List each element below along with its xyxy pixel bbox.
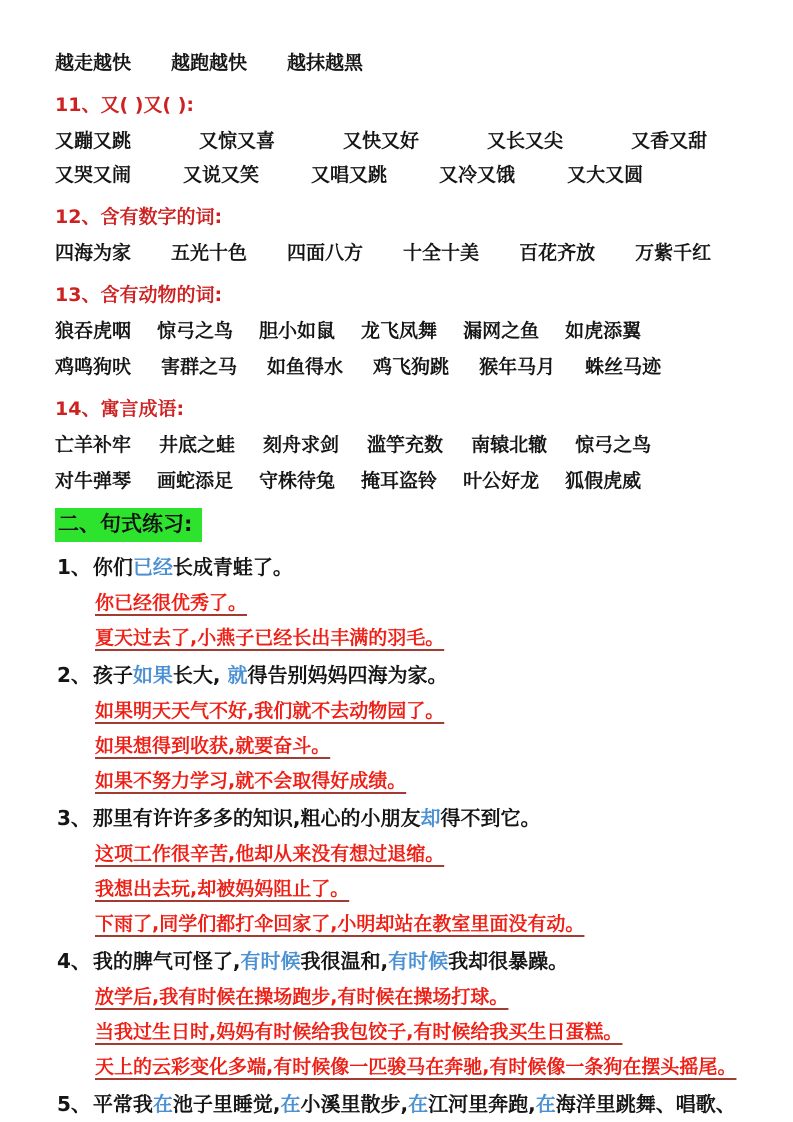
example-answer: 你已经很优秀了。	[95, 592, 248, 614]
word-phrase: 越走越快	[55, 52, 132, 74]
example-answer: 天上的云彩变化多端,有时候像一匹骏马在奔驰,有时候像一条狗在摆头摇尾。	[95, 1056, 737, 1078]
word-phrase: 惊弓之鸟	[157, 320, 234, 342]
word-phrase: 滥竽充数	[367, 434, 444, 456]
item-number: 2、	[57, 663, 91, 687]
question-segment: 长成青蛙了。	[172, 555, 293, 579]
question-line	[55, 1091, 757, 1117]
question-segment: 有时候	[388, 949, 449, 973]
word-phrase: 掩耳盗铃	[361, 470, 438, 492]
word-phrase: 又香又甜	[631, 130, 708, 152]
question-segment: 平常我	[92, 1092, 153, 1116]
word-phrase: 四面八方	[287, 242, 364, 264]
question-line	[55, 948, 757, 974]
question-line	[55, 554, 757, 580]
word-phrase: 又说又笑	[183, 164, 260, 186]
exercise-item-5	[55, 1091, 757, 1117]
question-segment: 我的脾气可怪了,	[92, 949, 241, 973]
question-segment: 在	[152, 1092, 173, 1116]
question-text	[93, 949, 568, 973]
word-phrase: 四海为家	[55, 242, 132, 264]
exercise-item-3	[55, 805, 757, 936]
word-phrase: 十全十美	[403, 242, 480, 264]
question-segment: 长大,	[172, 663, 228, 687]
item-number: 5、	[57, 1092, 91, 1116]
word-phrase: 猴年马月	[479, 356, 556, 378]
word-phrase: 害群之马	[161, 356, 238, 378]
example-answer: 如果不努力学习,就不会取得好成绩。	[95, 770, 407, 792]
word-phrase: 又唱又跳	[311, 164, 388, 186]
word-phrase: 又哭又闹	[55, 164, 132, 186]
word-row	[55, 240, 757, 266]
example-answer: 如果想得到收获,就要奋斗。	[95, 735, 331, 757]
word-row	[55, 318, 757, 344]
word-phrase: 鸡飞狗跳	[373, 356, 450, 378]
exercise-item-2	[55, 662, 757, 793]
word-phrase: 蛛丝马迹	[585, 356, 662, 378]
exercise-item-4	[55, 948, 757, 1079]
question-segment: 你们	[92, 555, 133, 579]
question-segment: 如果	[132, 663, 173, 687]
question-segment: 那里有许许多多的知识,粗心的小朋友	[92, 806, 421, 830]
word-phrase: 如虎添翼	[565, 320, 642, 342]
word-row	[55, 468, 757, 494]
example-answer: 当我过生日时,妈妈有时候给我包饺子,有时候给我买生日蛋糕。	[95, 1021, 623, 1043]
question-text	[93, 663, 448, 687]
question-segment: 我很温和,	[300, 949, 389, 973]
example-answer: 放学后,我有时候在操场跑步,有时候在操场打球。	[95, 986, 509, 1008]
exercise-item-1	[55, 554, 757, 650]
part2-heading-wrap	[55, 508, 757, 542]
word-row	[55, 432, 757, 458]
word-phrase: 井底之蛙	[159, 434, 236, 456]
section-heading-14: 14、寓言成语:	[55, 398, 185, 420]
item-number: 4、	[57, 949, 91, 973]
word-phrase: 狼吞虎咽	[55, 320, 132, 342]
word-row	[55, 354, 757, 380]
word-phrase: 画蛇添足	[157, 470, 234, 492]
example-answer: 夏天过去了,小燕子已经长出丰满的羽毛。	[95, 627, 445, 649]
word-phrase: 对牛弹琴	[55, 470, 132, 492]
question-text	[93, 1092, 736, 1116]
section-heading-11: 11、又( )又( ):	[55, 94, 195, 116]
intro-word-row	[55, 50, 757, 76]
question-segment: 得告别妈妈四海为家。	[247, 663, 448, 687]
section-heading-12: 12、含有数字的词:	[55, 206, 223, 228]
word-phrase: 五光十色	[171, 242, 248, 264]
word-phrase: 越抹越黑	[287, 52, 364, 74]
word-row	[55, 162, 757, 188]
question-segment: 小溪里散步,	[300, 1092, 409, 1116]
question-line	[55, 805, 757, 831]
question-segment: 孩子	[92, 663, 133, 687]
word-phrase: 又冷又饿	[439, 164, 516, 186]
answers-block	[55, 699, 757, 793]
question-segment: 却	[420, 806, 441, 830]
word-phrase: 又惊又喜	[199, 130, 276, 152]
answers-block	[55, 842, 757, 936]
word-phrase: 万紫千红	[635, 242, 712, 264]
question-segment: 已经	[132, 555, 173, 579]
question-segment: 池子里睡觉,	[172, 1092, 281, 1116]
word-phrase: 如鱼得水	[267, 356, 344, 378]
question-text	[93, 555, 293, 579]
word-phrase: 越跑越快	[171, 52, 248, 74]
question-segment: 在	[535, 1092, 556, 1116]
question-segment: 得不到它。	[440, 806, 541, 830]
word-phrase: 南辕北辙	[471, 434, 548, 456]
word-phrase: 狐假虎威	[565, 470, 642, 492]
word-phrase: 又大又圆	[567, 164, 644, 186]
word-phrase: 叶公好龙	[463, 470, 540, 492]
question-line	[55, 662, 757, 688]
example-answer: 我想出去玩,却被妈妈阻止了。	[95, 878, 350, 900]
word-phrase: 漏网之鱼	[463, 320, 540, 342]
item-number: 3、	[57, 806, 91, 830]
section-heading-13: 13、含有动物的词:	[55, 284, 223, 306]
word-phrase: 又快又好	[343, 130, 420, 152]
example-answer: 这项工作很辛苦,他却从来没有想过退缩。	[95, 843, 445, 865]
item-number: 1、	[57, 555, 91, 579]
word-phrase: 亡羊补牢	[55, 434, 132, 456]
word-phrase: 又长又尖	[487, 130, 564, 152]
part2-heading-highlight: 二、句式练习:	[55, 508, 202, 542]
word-phrase: 又蹦又跳	[55, 130, 132, 152]
question-segment: 我却很暴躁。	[448, 949, 569, 973]
question-text	[93, 806, 541, 830]
word-phrase: 守株待兔	[259, 470, 336, 492]
question-segment: 就	[227, 663, 248, 687]
word-row	[55, 128, 757, 154]
word-phrase: 刻舟求剑	[263, 434, 340, 456]
question-segment: 在	[280, 1092, 301, 1116]
word-phrase: 胆小如鼠	[259, 320, 336, 342]
answers-block	[55, 591, 757, 650]
question-segment: 江河里奔跑,	[428, 1092, 536, 1116]
word-phrase: 龙飞凤舞	[361, 320, 438, 342]
question-segment: 在	[408, 1092, 429, 1116]
answers-block	[55, 985, 757, 1079]
word-phrase: 百花齐放	[519, 242, 596, 264]
question-segment: 有时候	[240, 949, 301, 973]
question-segment: 海洋里跳舞、唱歌、	[555, 1092, 736, 1116]
example-answer: 如果明天天气不好,我们就不去动物园了。	[95, 700, 445, 722]
word-phrase: 鸡鸣狗吠	[55, 356, 132, 378]
word-phrase: 惊弓之鸟	[575, 434, 652, 456]
example-answer: 下雨了,同学们都打伞回家了,小明却站在教室里面没有动。	[95, 913, 585, 935]
